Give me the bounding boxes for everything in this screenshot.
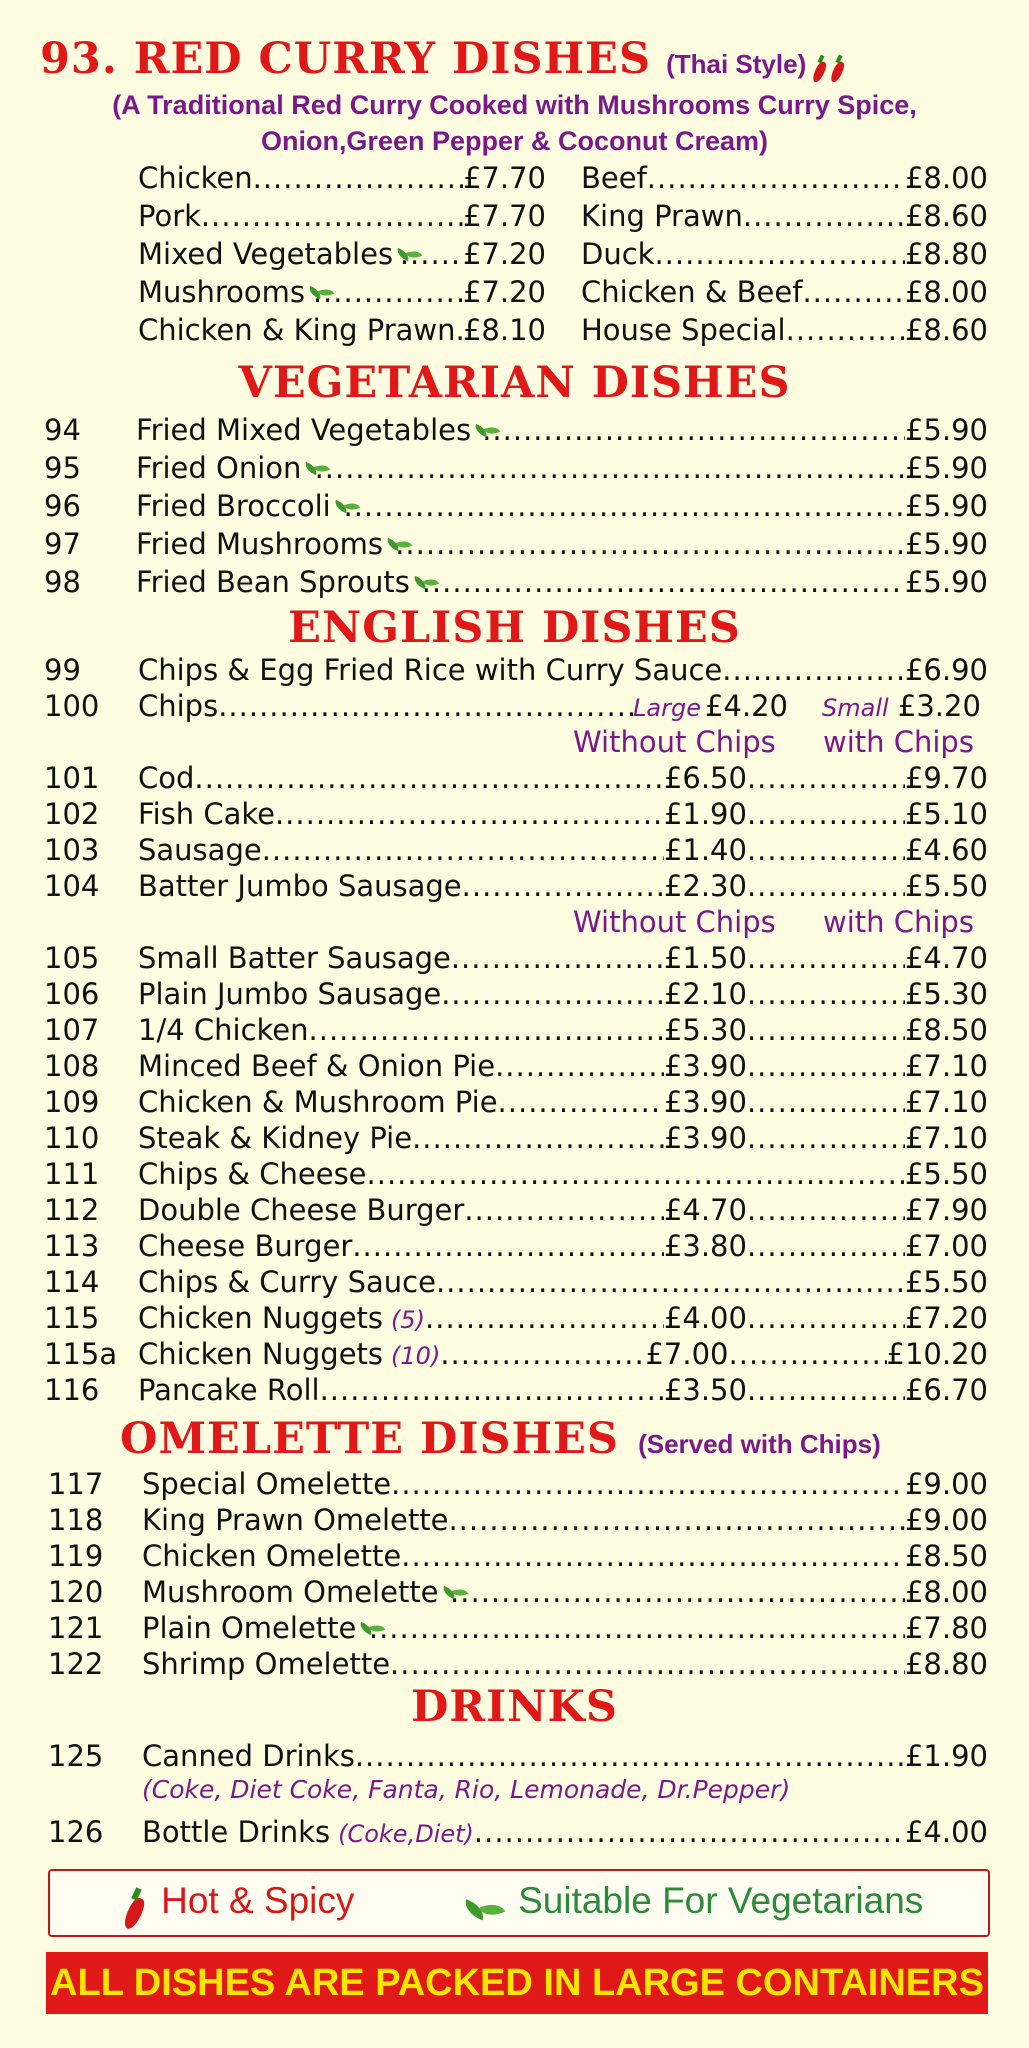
menu-item (138, 160, 546, 196)
dot-leader (729, 1336, 887, 1372)
price-with-chips: £4.70 (904, 941, 988, 975)
item-line (138, 796, 988, 832)
item-line (142, 1610, 988, 1646)
dot-leader (412, 1120, 664, 1156)
item-name: Duck (581, 237, 655, 271)
price-with-chips: £7.90 (904, 1193, 988, 1227)
menu-item (44, 688, 988, 724)
dot-leader (747, 832, 905, 868)
dot-leader (395, 526, 905, 562)
dot-leader (344, 488, 905, 524)
item-line (142, 1646, 988, 1682)
item-name: Chicken Omelette (142, 1539, 402, 1573)
leaf-icon (334, 496, 341, 516)
item-price: £7.70 (462, 199, 546, 233)
price-without-chips: £2.30 (663, 869, 747, 903)
menu-item (44, 450, 988, 486)
dot-leader (802, 274, 905, 310)
dot-leader (451, 940, 664, 976)
price-with-chips: £7.20 (904, 1301, 988, 1335)
item-name: Fried Mixed Vegetables (136, 413, 472, 447)
price-with-chips: £5.50 (904, 1157, 988, 1191)
item-number: 112 (44, 1193, 100, 1227)
price-without-chips: £1.40 (663, 833, 747, 867)
item-name: Mixed Vegetables (138, 237, 394, 271)
dot-leader (401, 1538, 905, 1574)
item-line (138, 760, 988, 796)
item-name: Plain Omelette (142, 1611, 357, 1645)
item-line (136, 564, 988, 600)
menu-item (44, 976, 988, 1012)
dot-leader (194, 760, 664, 796)
item-line (138, 1372, 988, 1408)
item-price: £8.80 (904, 1647, 988, 1681)
dot-leader (450, 1574, 905, 1610)
item-name: Pancake Roll (138, 1373, 320, 1407)
item-price: £5.90 (904, 565, 988, 599)
price-without-chips: £3.80 (663, 1229, 747, 1263)
item-number: 109 (44, 1085, 100, 1119)
item-name: Sausage (138, 833, 262, 867)
menu-item (44, 564, 988, 600)
item-number: 96 (44, 489, 81, 523)
chili-icon (813, 55, 827, 83)
item-name: Chips (138, 689, 219, 723)
item-name: House Special (581, 313, 786, 347)
item-name: Mushrooms (138, 275, 306, 309)
menu-item (44, 1372, 988, 1408)
dot-leader (747, 1012, 905, 1048)
canned-drinks-detail: (Coke, Diet Coke, Fanta, Rio, Lemonade, Dr.Pepper) (142, 1775, 791, 1804)
small-option (822, 688, 981, 726)
item-note: (Coke,Diet) (338, 1820, 474, 1848)
item-price: £8.00 (904, 161, 988, 195)
menu-item (138, 274, 546, 310)
item-name: Small Batter Sausage (138, 941, 451, 975)
item-name: Chips & Cheese (138, 1157, 367, 1191)
item-price: £8.10 (462, 313, 546, 347)
price-without-chips: £6.50 (663, 761, 747, 795)
item-number: 106 (44, 977, 100, 1011)
dot-leader (747, 760, 905, 796)
item-line (136, 412, 988, 448)
item-name: Cheese Burger (138, 1229, 353, 1263)
item-number: 126 (48, 1815, 104, 1849)
dot-leader (743, 198, 905, 234)
item-number: 99 (44, 653, 81, 687)
price-without-chips: £4.70 (663, 1193, 747, 1227)
price-with-chips: £7.10 (904, 1085, 988, 1119)
dot-leader (369, 1610, 905, 1646)
item-line (138, 1192, 988, 1228)
dot-leader (425, 1300, 664, 1336)
dot-leader (309, 1012, 664, 1048)
price-without-chips: £3.90 (663, 1049, 747, 1083)
menu-item (581, 160, 988, 196)
item-line (142, 1502, 988, 1538)
dot-leader (747, 1084, 905, 1120)
dot-leader (747, 868, 905, 904)
item-line (138, 1084, 988, 1120)
item-number: 103 (44, 833, 100, 867)
price-without-chips: £1.90 (663, 797, 747, 831)
item-price: £8.80 (904, 237, 988, 271)
dot-leader (786, 312, 905, 348)
menu-item (44, 1084, 988, 1120)
english-title: ENGLISH DISHES (288, 603, 741, 653)
dot-leader (436, 1264, 905, 1300)
price-with-chips: £7.00 (904, 1229, 988, 1263)
dot-leader (262, 832, 664, 868)
menu-item (48, 1738, 988, 1774)
item-price: £8.50 (904, 1539, 988, 1573)
drinks-title: DRINKS (411, 1682, 618, 1732)
dot-leader (747, 940, 905, 976)
item-number: 104 (44, 869, 100, 903)
dot-leader (747, 1192, 905, 1228)
item-name: Fried Broccoli (136, 489, 331, 523)
item-number: 97 (44, 527, 81, 561)
item-price: £4.00 (904, 1815, 988, 1849)
price-without-chips: £5.30 (663, 1013, 747, 1047)
dot-leader (320, 1372, 664, 1408)
item-name: Pork (138, 199, 201, 233)
menu-item (48, 1538, 988, 1574)
price-with-chips: £5.50 (904, 869, 988, 903)
item-price: £7.20 (462, 275, 546, 309)
red-curry-heading (40, 34, 847, 84)
item-line (138, 1264, 988, 1300)
item-price: £9.00 (904, 1503, 988, 1537)
item-line (138, 976, 988, 1012)
chili-icon (831, 55, 845, 83)
item-name: Canned Drinks (142, 1739, 355, 1773)
price-with-chips: £4.60 (904, 833, 988, 867)
item-name: Mushroom Omelette (142, 1575, 439, 1609)
dot-leader (498, 1084, 664, 1120)
menu-item (44, 940, 988, 976)
col-with-chips: with Chips (823, 725, 974, 759)
item-number: 111 (44, 1157, 100, 1191)
item-name: Steak & Kidney Pie (138, 1121, 413, 1155)
item-name: Chips & Curry Sauce (138, 1265, 436, 1299)
leaf-icon (413, 572, 419, 592)
item-name: Cod (138, 761, 195, 795)
item-number: 125 (48, 1739, 104, 1773)
menu-item (44, 796, 988, 832)
menu-item (44, 1336, 988, 1372)
price-without-chips: £3.50 (663, 1373, 747, 1407)
item-price: £7.20 (462, 237, 546, 271)
leaf-icon (442, 1582, 448, 1602)
item-line (142, 1466, 988, 1502)
item-line (138, 1048, 988, 1084)
dot-leader (747, 1372, 905, 1408)
menu-item (44, 832, 988, 868)
vegetarian-title: VEGETARIAN DISHES (238, 358, 791, 408)
menu-item (44, 526, 988, 562)
red-curry-desc-2: Onion,Green Pepper & Coconut Cream) (260, 126, 769, 156)
item-number: 116 (44, 1373, 100, 1407)
item-name: Beef (581, 161, 647, 195)
item-line (138, 940, 988, 976)
menu-item (48, 1466, 988, 1502)
item-number: 110 (44, 1121, 100, 1155)
item-number: 118 (48, 1503, 104, 1537)
menu-item (44, 1264, 988, 1300)
price-without-chips: £3.90 (663, 1121, 747, 1155)
menu-item (48, 1574, 988, 1610)
dot-leader (747, 1048, 905, 1084)
dot-leader (747, 1120, 905, 1156)
dot-leader (747, 796, 905, 832)
item-line (138, 832, 988, 868)
item-price: £9.00 (904, 1467, 988, 1501)
item-name: Batter Jumbo Sausage (138, 869, 462, 903)
item-name: Fried Onion (136, 451, 302, 485)
item-name: Chicken & Beef (581, 275, 803, 309)
item-number: 121 (48, 1611, 104, 1645)
price-with-chips: £5.10 (904, 797, 988, 831)
item-note: (5) (391, 1306, 426, 1334)
price-with-chips: £5.30 (904, 977, 988, 1011)
item-name: Chicken (138, 161, 253, 195)
item-price: £6.90 (904, 653, 988, 687)
item-name: Fried Mushrooms (136, 527, 384, 561)
item-name: King Prawn (581, 199, 743, 233)
item-name: Fish Cake (138, 797, 275, 831)
legend-veg-text: Suitable For Vegetarians (518, 1880, 924, 1921)
red-curry-desc-1: (A Traditional Red Curry Cooked with Mushrooms Curry Spice, (112, 90, 917, 120)
item-number: 114 (44, 1265, 100, 1299)
item-number: 95 (44, 451, 81, 485)
item-number: 94 (44, 413, 81, 447)
red-curry-style: (Thai Style) (666, 49, 807, 79)
dot-leader (495, 1048, 664, 1084)
leaf-icon (359, 1618, 366, 1638)
dot-leader (313, 274, 463, 310)
dot-leader (448, 1502, 905, 1538)
price-with-chips: £7.10 (904, 1049, 988, 1083)
leaf-icon (304, 458, 311, 478)
small-label: Small (822, 694, 889, 722)
item-line (138, 1228, 988, 1264)
large-price: £4.20 (704, 689, 788, 723)
price-with-chips: £7.10 (904, 1121, 988, 1155)
item-price: £8.00 (904, 1575, 988, 1609)
menu-item (44, 1120, 988, 1156)
item-number: 98 (44, 565, 81, 599)
dot-leader (747, 1300, 905, 1336)
item-number: 105 (44, 941, 100, 975)
item-price: £7.80 (904, 1611, 988, 1645)
col-without-chips-2: Without Chips (573, 905, 776, 939)
item-line (138, 1300, 988, 1338)
item-line (138, 868, 988, 904)
dot-leader (352, 1228, 664, 1264)
price-without-chips: £3.90 (663, 1085, 747, 1119)
menu-item (138, 236, 546, 272)
small-price: £3.20 (897, 689, 981, 723)
item-line (142, 1538, 988, 1574)
item-number: 117 (48, 1467, 104, 1501)
omelette-note: (Served with Chips) (638, 1429, 881, 1459)
menu-item (48, 1646, 988, 1682)
menu-item (44, 652, 988, 688)
dot-leader (422, 564, 905, 600)
item-price: £5.90 (904, 413, 988, 447)
dot-leader (390, 1646, 905, 1682)
legend-hot (126, 1880, 354, 1923)
item-number: 113 (44, 1229, 100, 1263)
item-name: 1/4 Chicken (138, 1013, 309, 1047)
item-line (138, 1336, 988, 1374)
menu-item (48, 1502, 988, 1538)
menu-item (48, 1610, 988, 1646)
legend-veg (468, 1880, 923, 1922)
price-with-chips: £6.70 (904, 1373, 988, 1407)
menu-item (581, 198, 988, 234)
item-name: Chicken Nuggets (138, 1301, 384, 1335)
item-number: 115 (44, 1301, 100, 1335)
dot-leader (275, 796, 664, 832)
item-name: King Prawn Omelette (142, 1503, 449, 1537)
item-number: 100 (44, 689, 100, 723)
item-name: Special Omelette (142, 1467, 392, 1501)
dot-leader (464, 1192, 664, 1228)
item-price: £5.90 (904, 527, 988, 561)
menu-item (44, 760, 988, 796)
item-price: £5.90 (904, 451, 988, 485)
leaf-icon (474, 420, 479, 440)
item-name: Shrimp Omelette (142, 1647, 391, 1681)
item-number: 122 (48, 1647, 104, 1681)
leaf-icon (386, 534, 392, 554)
item-number: 108 (44, 1049, 100, 1083)
price-with-chips: £9.70 (904, 761, 988, 795)
dot-leader (315, 450, 905, 486)
dot-leader (482, 412, 905, 448)
item-note: (10) (391, 1342, 441, 1370)
large-label: Large (633, 694, 701, 722)
menu-item (44, 1156, 988, 1192)
item-price: £1.90 (904, 1739, 988, 1773)
price-without-chips: £2.10 (663, 977, 747, 1011)
dot-leader (647, 160, 905, 196)
item-line (136, 450, 988, 486)
item-name: Chips & Egg Fried Rice with Curry Sauce (138, 653, 723, 687)
price-without-chips: £7.00 (645, 1337, 729, 1371)
leaf-icon (308, 282, 310, 302)
dot-leader (253, 160, 463, 196)
menu-item (44, 1228, 988, 1264)
item-price: £8.60 (904, 199, 988, 233)
dot-leader (456, 312, 463, 348)
col-with-chips-2: with Chips (823, 905, 974, 939)
item-line (142, 1574, 988, 1610)
legend-box (48, 1869, 990, 1937)
item-price: £8.60 (904, 313, 988, 347)
item-line (138, 1156, 988, 1192)
item-number: 101 (44, 761, 100, 795)
item-name: Minced Beef & Onion Pie (138, 1049, 496, 1083)
menu-item (138, 198, 546, 234)
item-line (136, 488, 988, 524)
dot-leader (462, 868, 664, 904)
menu-item (581, 274, 988, 310)
item-name: Double Cheese Burger (138, 1193, 465, 1227)
item-number: 119 (48, 1539, 104, 1573)
dot-leader (367, 1156, 905, 1192)
price-with-chips: £10.20 (886, 1337, 988, 1371)
dot-leader (201, 198, 463, 234)
item-name: Chicken & King Prawn (138, 313, 456, 347)
menu-item (138, 312, 546, 348)
menu-item (44, 868, 988, 904)
item-name: Chicken & Mushroom Pie (138, 1085, 498, 1119)
dot-leader (441, 976, 664, 1012)
item-number: 120 (48, 1575, 104, 1609)
menu-item (44, 1048, 988, 1084)
leaf-icon (463, 1893, 505, 1925)
price-without-chips: £4.00 (663, 1301, 747, 1335)
menu-item (44, 1300, 988, 1336)
menu-item (44, 412, 988, 448)
dot-leader (440, 1336, 645, 1372)
leaf-icon (396, 244, 397, 264)
dot-leader (747, 976, 905, 1012)
menu-item (581, 236, 988, 272)
menu-item (44, 1012, 988, 1048)
price-with-chips: £8.50 (904, 1013, 988, 1047)
item-price: £8.00 (904, 275, 988, 309)
price-without-chips: £1.50 (663, 941, 747, 975)
item-number: 115a (44, 1337, 118, 1371)
col-without-chips: Without Chips (573, 725, 776, 759)
item-line (138, 1012, 988, 1048)
item-price: £7.70 (462, 161, 546, 195)
item-price: £5.90 (904, 489, 988, 523)
menu-item (581, 312, 988, 348)
red-curry-title: 93. RED CURRY DISHES (40, 34, 651, 84)
item-number: 102 (44, 797, 100, 831)
omelette-title: OMELETTE DISHES (120, 1414, 619, 1464)
dot-leader (747, 1228, 905, 1264)
item-name: Fried Bean Sprouts (136, 565, 410, 599)
item-name: Bottle Drinks (142, 1815, 331, 1849)
chili-icon (125, 1888, 146, 1930)
item-line (138, 1120, 988, 1156)
item-line (136, 526, 988, 562)
dot-leader (391, 1466, 905, 1502)
dot-leader (654, 236, 905, 272)
item-number: 107 (44, 1013, 100, 1047)
item-name: Chicken Nuggets (138, 1337, 384, 1371)
item-name: Plain Jumbo Sausage (138, 977, 442, 1011)
omelette-heading (120, 1414, 881, 1464)
menu-item (44, 1192, 988, 1228)
price-with-chips: £5.50 (904, 1265, 988, 1299)
menu-item (48, 1814, 988, 1850)
legend-hot-text: Hot & Spicy (161, 1880, 355, 1921)
menu-item (44, 488, 988, 524)
containers-banner: ALL DISHES ARE PACKED IN LARGE CONTAINERS (46, 1952, 988, 2014)
